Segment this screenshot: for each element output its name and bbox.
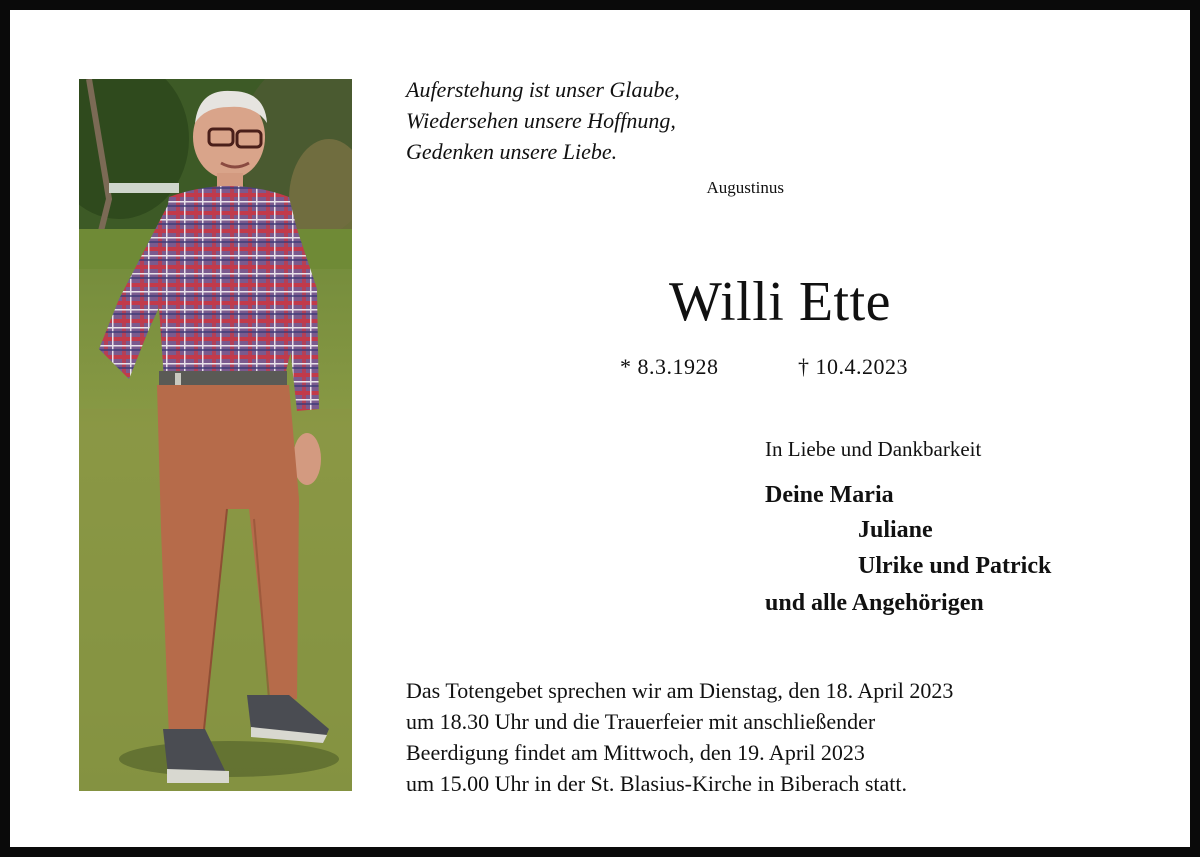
quote-line: Auferstehung ist unser Glaube,	[406, 77, 680, 102]
mourners-intro: In Liebe und Dankbarkeit	[765, 437, 982, 461]
quote	[406, 74, 796, 167]
service-line: um 15.00 Uhr in der St. Blasius-Kirche in Biberach statt.	[406, 771, 908, 796]
portrait-photo	[79, 79, 352, 791]
mourner-line: und alle Angehörigen	[765, 590, 984, 616]
mourner-line: Ulrike und Patrick	[858, 553, 1052, 579]
quote-author: Augustinus	[706, 178, 784, 197]
birth-date: * 8.3.1928	[620, 354, 719, 379]
service-line: Das Totengebet sprechen wir am Dienstag, den 18. April 2023	[406, 678, 954, 703]
service-line: Beerdigung findet am Mittwoch, den 19. April 2023	[406, 740, 865, 765]
death-date: † 10.4.2023	[798, 354, 908, 379]
mourner-line: Juliane	[858, 517, 933, 543]
quote-line: Wiedersehen unsere Hoffnung,	[406, 108, 676, 133]
mourner-line: Deine Maria	[765, 482, 894, 508]
service-info	[406, 675, 1166, 799]
service-line: um 18.30 Uhr und die Trauerfeier mit anschließender	[406, 709, 876, 734]
deceased-name: Willi Ette	[668, 271, 892, 333]
quote-line: Gedenken unsere Liebe.	[406, 139, 618, 164]
